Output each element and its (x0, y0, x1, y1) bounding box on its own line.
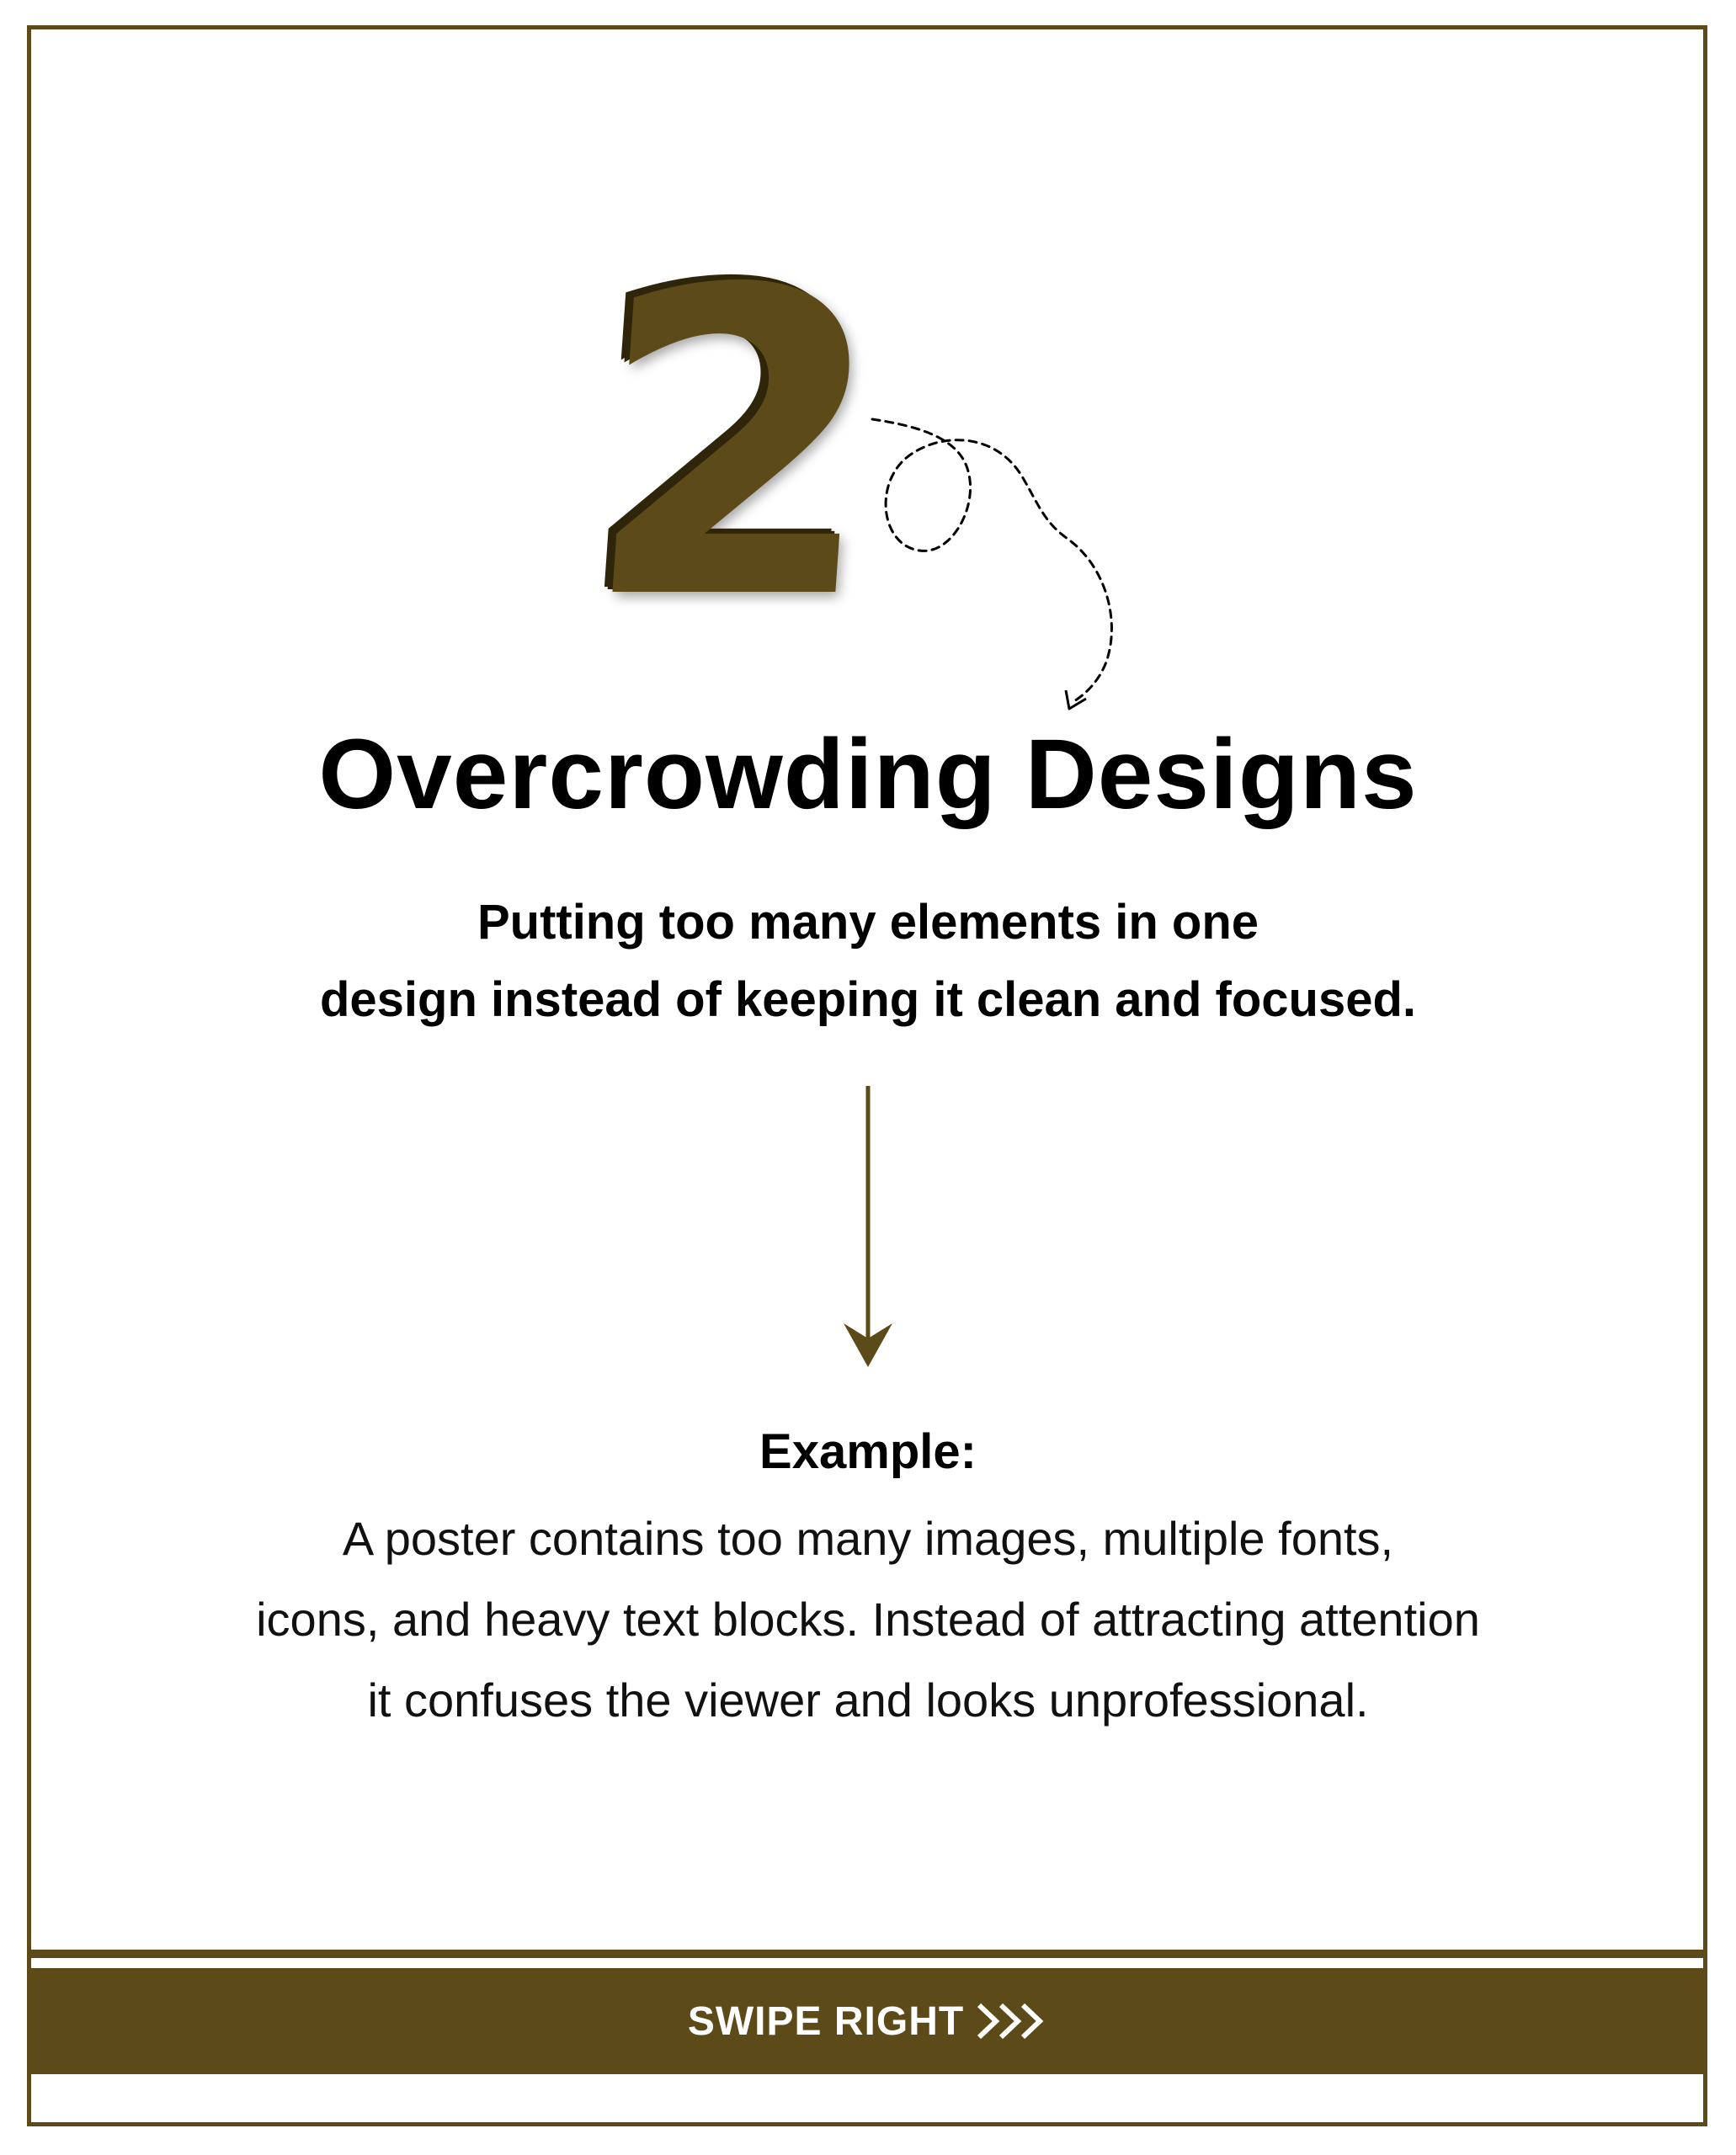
subtitle-line: Putting too many elements in one (477, 895, 1259, 950)
example-text (0, 1498, 1736, 1741)
swipe-right-label: SWIPE RIGHT (687, 1998, 965, 2044)
example-label: Example: (759, 1424, 977, 1479)
subtitle-line: design instead of keeping it clean and focused. (319, 972, 1417, 1027)
page-title: Overcrowding Designs (318, 719, 1418, 830)
example-line: A poster contains too many images, multiple fonts, (342, 1512, 1394, 1565)
step-number (572, 201, 900, 691)
triple-chevron-right-icon (976, 2002, 1046, 2041)
subtitle (0, 884, 1736, 1039)
step-number-text: 2 (572, 201, 900, 691)
example-line: it confuses the viewer and looks unprofessional. (367, 1673, 1369, 1727)
footer-divider (31, 1950, 1703, 1958)
swipe-right-button[interactable] (31, 1968, 1703, 2074)
dashed-loop-arrow-icon (867, 412, 1137, 716)
example-line: icons, and heavy text blocks. Instead of attracting attention (256, 1593, 1480, 1646)
down-arrow-icon (842, 1086, 894, 1372)
